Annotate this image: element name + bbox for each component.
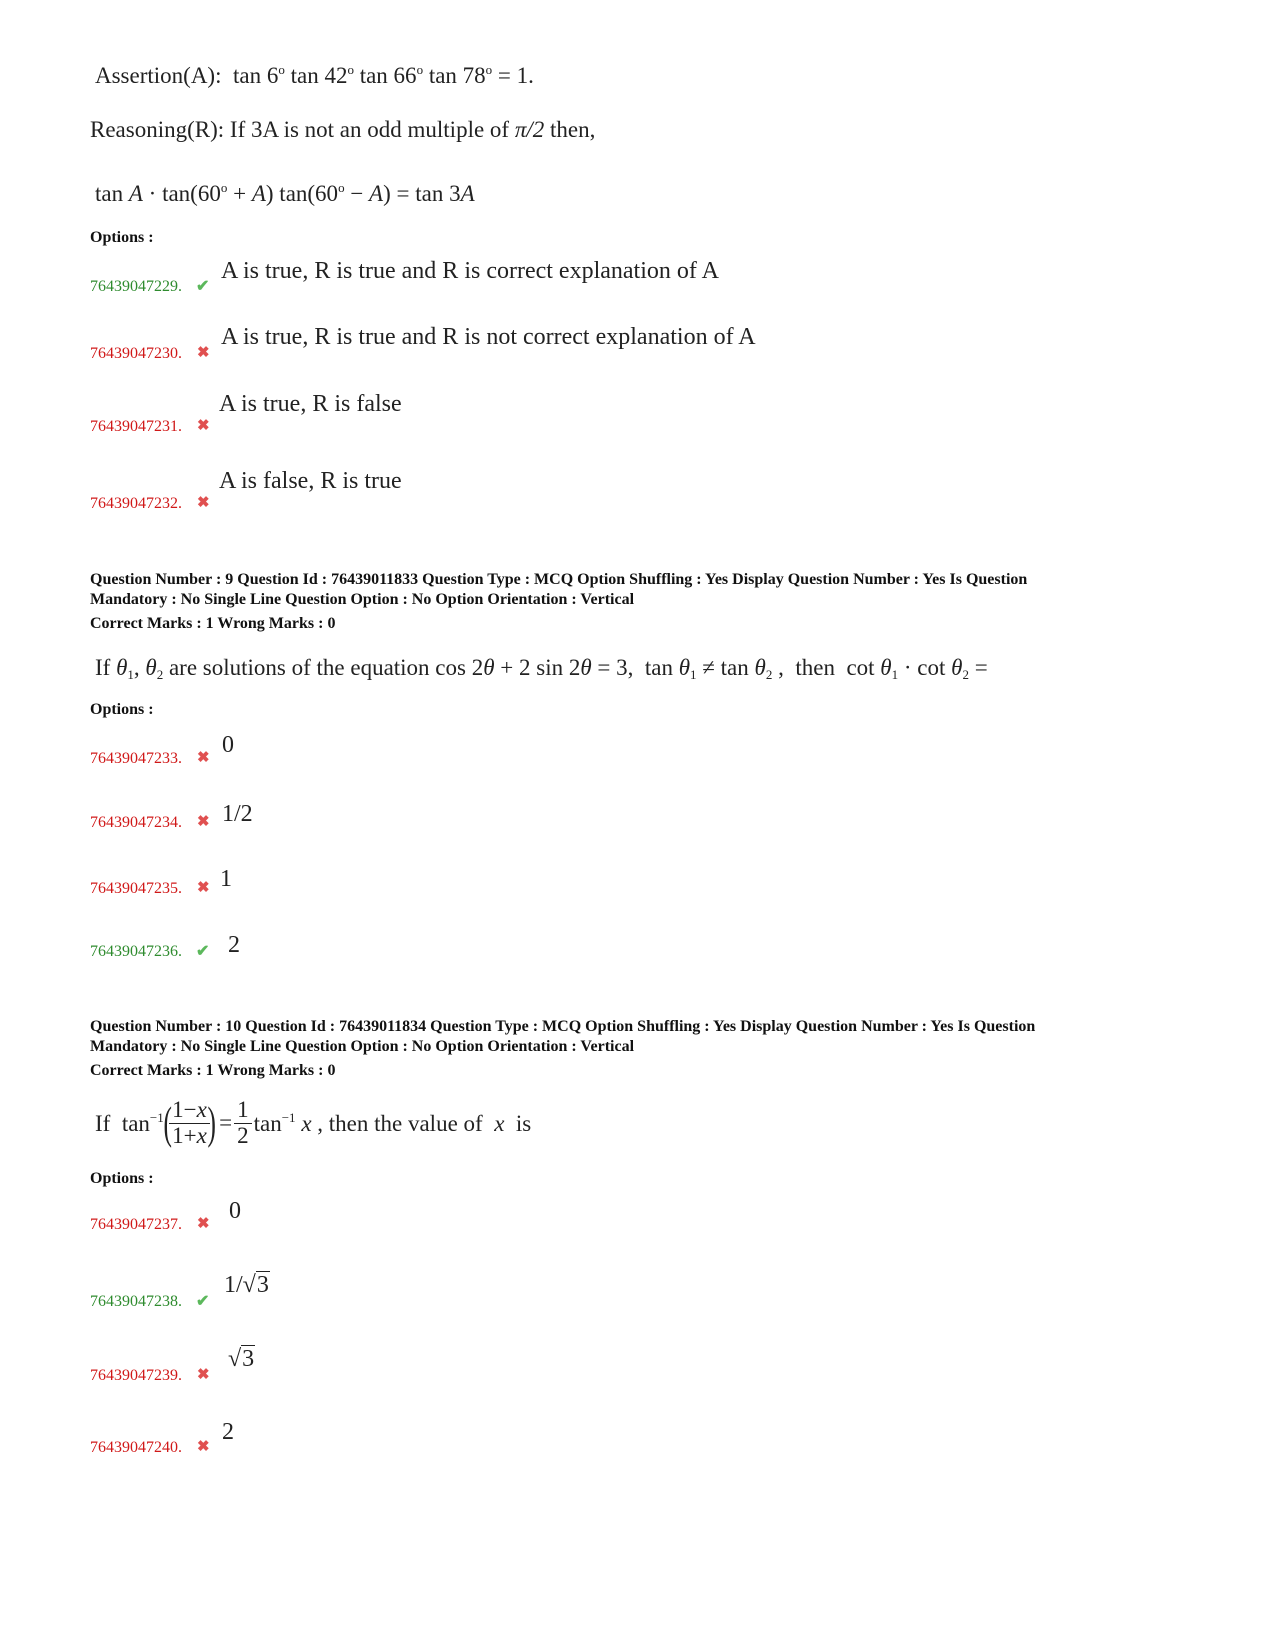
reasoning-pi: π/2 bbox=[514, 117, 545, 142]
option-text: 1/√3 bbox=[224, 1272, 269, 1298]
cross-icon: ✖ bbox=[197, 495, 210, 511]
option-id: 76439047233. bbox=[90, 750, 182, 767]
question-meta: Mandatory : No Single Line Question Option : No Option Orientation : Vertical bbox=[90, 1038, 635, 1055]
question-marks: Correct Marks : 1 Wrong Marks : 0 bbox=[90, 615, 336, 632]
option-id: 76439047236. bbox=[90, 943, 182, 960]
identity-equation: $\tan A \cdot \tan(60^o + A) \tan(60^o - A) = \tan 3A$ bbox=[95, 180, 475, 206]
option-text: A is true, R is true and R is correct explanation of A bbox=[221, 258, 719, 284]
option-id: 76439047237. bbox=[90, 1216, 182, 1233]
question-meta: Mandatory : No Single Line Question Option : No Option Orientation : Vertical bbox=[90, 591, 635, 608]
option-text: A is true, R is true and R is not correct explanation of A bbox=[221, 324, 756, 350]
cross-icon: ✖ bbox=[197, 418, 210, 434]
question-text: If $\tan^{-1}$ ( $\frac{1-x}{1+x}$ ) = $\frac{1}{2}$ $\tan^{-1} x$ , then the value of x is bbox=[95, 1097, 532, 1148]
option-text: 2 bbox=[222, 1419, 234, 1445]
options-label: Options : bbox=[90, 701, 154, 718]
reasoning-text: If 3A is not an odd multiple of bbox=[229, 117, 510, 142]
option-id: 76439047229. bbox=[90, 278, 182, 295]
cross-icon: ✖ bbox=[197, 1367, 210, 1383]
reasoning-then: then, bbox=[550, 117, 596, 142]
question-meta: Question Number : 9 Question Id : 76439011833 Question Type : MCQ Option Shuffling : Yes Display Question Number : Yes Is Question bbox=[90, 571, 1028, 588]
option-text: 2 bbox=[228, 932, 240, 958]
check-icon: ✔ bbox=[196, 943, 210, 960]
question-text: If $\theta_1$, $\theta_2$ are solutions of the equation cos 2θ + 2 sin 2θ = 3, $\tan \theta_1 \ne \tan \theta_2$ , then $\cot \theta_1 \cdot \cot \theta_2$ = bbox=[95, 655, 988, 682]
option-text: A is false, R is true bbox=[219, 468, 402, 494]
question-meta: Question Number : 10 Question Id : 76439011834 Question Type : MCQ Option Shuffling : Yes Display Question Number : Yes Is Question bbox=[90, 1018, 1036, 1035]
option-id: 76439047232. bbox=[90, 495, 182, 512]
assertion-label: Assertion(A): bbox=[95, 63, 222, 88]
option-id: 76439047239. bbox=[90, 1367, 182, 1384]
option-id: 76439047238. bbox=[90, 1293, 182, 1310]
option-id: 76439047240. bbox=[90, 1439, 182, 1456]
option-text: 0 bbox=[229, 1198, 241, 1224]
reasoning-label: Reasoning(R): bbox=[90, 117, 225, 142]
option-text: √3 bbox=[228, 1346, 255, 1372]
cross-icon: ✖ bbox=[197, 1439, 210, 1455]
option-id: 76439047235. bbox=[90, 880, 182, 897]
cross-icon: ✖ bbox=[197, 750, 210, 766]
question-marks: Correct Marks : 1 Wrong Marks : 0 bbox=[90, 1062, 336, 1079]
check-icon: ✔ bbox=[196, 1293, 210, 1310]
options-label: Options : bbox=[90, 1170, 154, 1187]
check-icon: ✔ bbox=[196, 278, 210, 295]
option-id: 76439047230. bbox=[90, 345, 182, 362]
cross-icon: ✖ bbox=[197, 1216, 210, 1232]
cross-icon: ✖ bbox=[197, 814, 210, 830]
reasoning bbox=[90, 117, 595, 143]
cross-icon: ✖ bbox=[197, 345, 210, 361]
cross-icon: ✖ bbox=[197, 880, 210, 896]
option-text: A is true, R is false bbox=[219, 391, 402, 417]
assertion: Assertion(A): tan 6$^o$ tan 42$^o$ tan 66$^o$ $\tan 78^o = 1$. bbox=[95, 62, 534, 88]
option-text: 1 bbox=[220, 866, 232, 892]
option-id: 76439047231. bbox=[90, 418, 182, 435]
options-label: Options : bbox=[90, 229, 154, 246]
option-text: 0 bbox=[222, 732, 234, 758]
option-id: 76439047234. bbox=[90, 814, 182, 831]
option-text: 1/2 bbox=[222, 801, 253, 827]
